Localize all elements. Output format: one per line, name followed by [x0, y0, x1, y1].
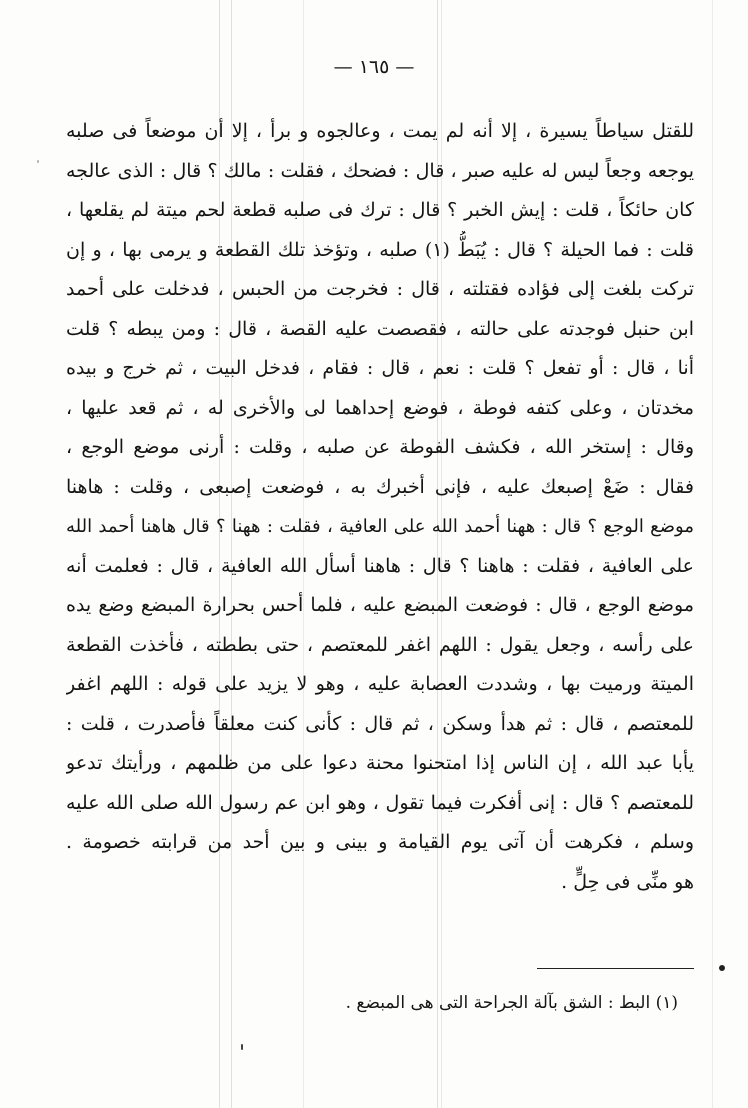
- text-line: موضع الوجع ، قال : فوضعت المبضع عليه ، فلما أحس بحرارة المبضع وضع يده: [66, 594, 694, 616]
- text-line: ابن حنبل فوجدته على حالته ، فقصصت عليه القصة ، قال : ومن يبطه ؟ قلت: [66, 317, 694, 340]
- text-line: موضع الوجع ؟ قال : ههنا أحمد الله على العافية ، فقلت : ههنا ؟ قال هاهنا أحمد الله: [66, 516, 694, 537]
- text-line: للمعتصم ، قال : ثم هدأ وسكن ، ثم قال : كأنى كنت معلقاً فأصدرت ، قلت :: [66, 712, 694, 735]
- text-line: على العافية ، فقلت : هاهنا ؟ قال : هاهنا أسأل الله العافية ، قال : فعلمت أنه: [66, 554, 694, 577]
- text-line: فقال : ضَعْ إصبعك عليه ، فإنى أخبرك به ، فوضعت إصبعى ، وقلت : هاهنا: [66, 475, 694, 498]
- text-line: على رأسه ، وجعل يقول : اللهم اغفر للمعتصم ، حتى بططته ، فأخذت القطعة: [66, 633, 694, 656]
- text-line-last: هو منِّى فى حِلٍّ .: [561, 870, 694, 893]
- main-text: [66, 112, 694, 902]
- ink-speck: [241, 1044, 243, 1050]
- scan-streak: [712, 0, 713, 1108]
- page-number: — ١٦٥ —: [333, 56, 415, 78]
- text-line: كان حائكاً ، قلت : إيش الخبر ؟ قال : ترك فى صلبه قطعة لحم ميتة لم يقلعها ،: [66, 199, 694, 221]
- text-line: للقتل سياطاً يسيرة ، إلا أنه لم يمت ، وعالجوه و برأ ، إلا أن موضعاً فى صلبه: [66, 120, 694, 142]
- text-line: للمعتصم ؟ قال : إنى أفكرت فيما تقول ، وهو ابن عم رسول الله صلى الله عليه: [66, 791, 694, 814]
- text-line: يوجعه وجعاً ليس له عليه صبر ، قال : فضحك ، فقلت : مالك ؟ قال : الذى عالجه: [66, 159, 694, 182]
- text-line: تركت بلغت إلى فؤاده فقتلته ، قال : فخرجت من الحبس ، فدخلت على أحمد: [66, 278, 694, 300]
- text-line: الميتة ورميت بها ، وشددت العصابة عليه ، وهو لا يزيد على قوله : اللهم اغفر: [66, 673, 694, 695]
- text-line: قلت : فما الحيلة ؟ قال : يُبَطُّ (١) صلبه ، وتؤخذ تلك القطعة و يرمى بها ، و إن: [66, 238, 694, 261]
- text-line: يأبا عبد الله ، إن الناس إذا امتحنوا محنة دعوا على من ظلمهم ، ورأيتك تدعو: [66, 752, 694, 774]
- text-line: أنا ، قال : أو تفعل ؟ قلت : نعم ، قال : فقام ، فدخل البيت ، ثم خرج و بيده: [66, 357, 694, 379]
- text-line: مخدتان ، وعلى كتفه فوطة ، فوضع إحداهما لى والأخرى له ، ثم قعد عليها ،: [66, 396, 694, 419]
- footnote: (١) البط : الشق بآلة الجراحة التى هى المبضع .: [345, 993, 678, 1013]
- footnote-divider: [537, 968, 694, 969]
- text-line: وقال : إستخر الله ، فكشف الفوطة عن صلبه ، وقلت : أرنى موضع الوجع ،: [66, 436, 694, 458]
- ink-dot: [719, 965, 725, 971]
- text-line: وسلم ، فكرهت أن آتى يوم القيامة و بينى و بين أحد من قرابته خصومة .: [66, 831, 694, 853]
- ink-speck: [37, 160, 39, 163]
